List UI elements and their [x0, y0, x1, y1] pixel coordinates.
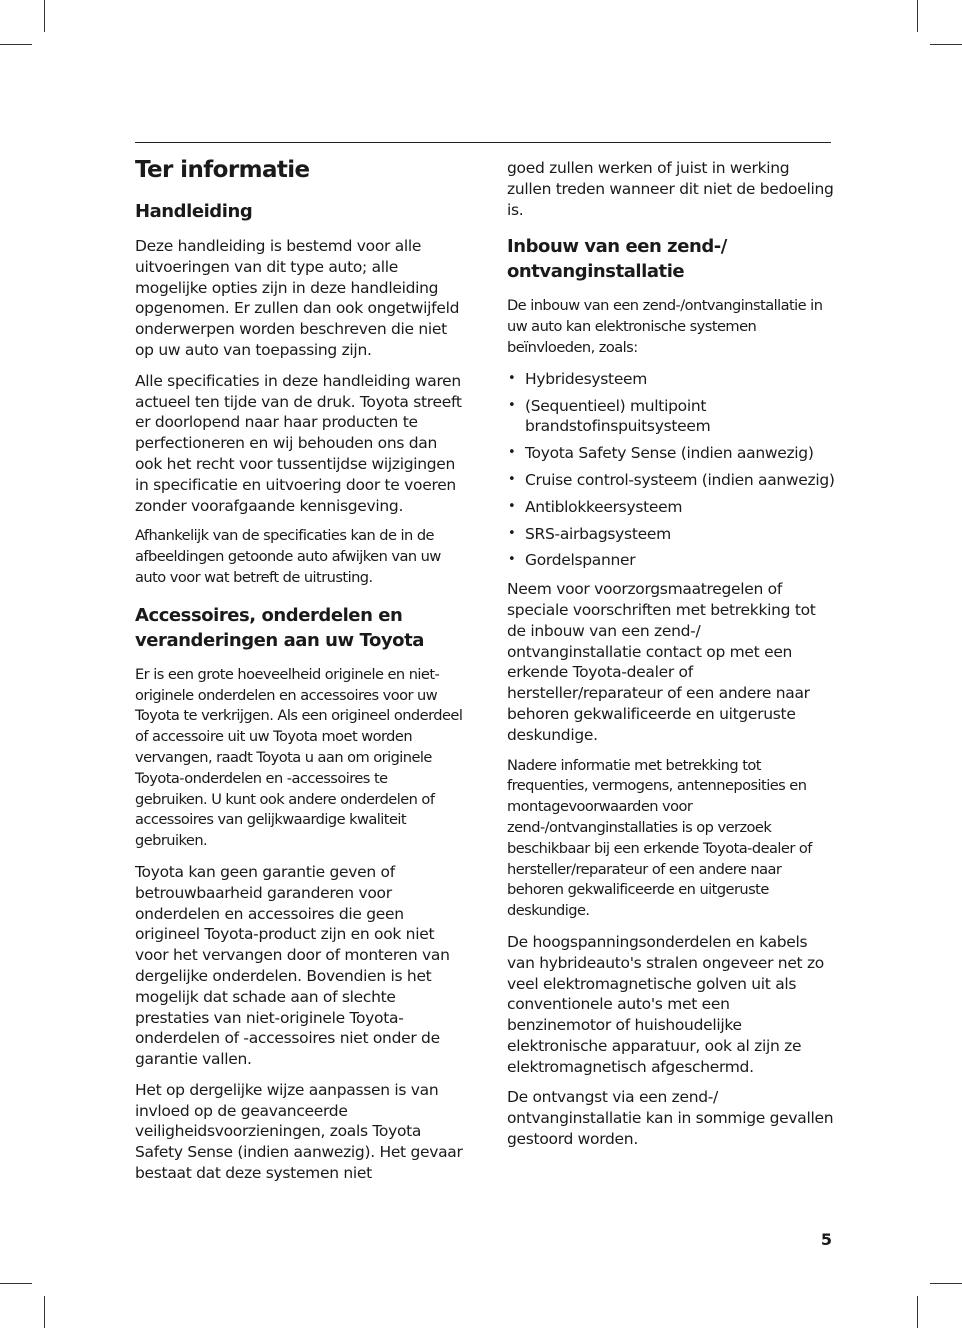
crop-mark-bottom-right-vertical — [917, 1296, 918, 1328]
paragraph-continued: goed zullen werken of juist in werking zullen treden wanneer dit niet de bedoeling is. — [507, 159, 834, 219]
list-item — [507, 369, 835, 390]
paragraph: De hoogspanningsonderdelen en kabels van hybrideauto's stralen ongeveer net zo veel elektromagnetische golven uit als conventionele auto's met een benzinemotor of huishoudelijke elektronische apparatuur, ook al zijn ze elektromagnetisch afgeschermd. — [507, 932, 824, 1076]
paragraph-intro: De inbouw van een zend-/ontvanginstallatie in uw auto kan elektronische systemen beïnvloeden, zoals: — [507, 297, 823, 356]
bullet: • — [508, 370, 516, 386]
bullet: • — [508, 445, 516, 461]
paragraph: Neem voor voorzorgsmaatregelen of speciale voorschriften met betrekking tot de inbouw van een zend-/ ontvanginstallatie contact op met een erkende Toyota-dealer of hersteller/reparateur of een andere naar behoren gekwalificeerde en uitgeruste deskundige. — [507, 580, 816, 744]
paragraph: Er is een grote hoeveelheid originele en niet-originele onderdelen en accessoires voor uw Toyota te verkrijgen. Als een origineel onderdeel of accessoire uit uw Toyota moet worden vervangen, raadt Toyota u aan om originele Toyota-onderdelen en -accessoires te gebruiken. U kunt ook andere onderdelen of accessoires van gelijkwaardige kwaliteit gebruiken. — [135, 665, 463, 850]
list-item — [507, 550, 835, 571]
list-item-text: Cruise control-systeem (indien aanwezig) — [525, 470, 835, 489]
paragraph: Afhankelijk van de specificaties kan de in de afbeeldingen getoonde auto afwijken van uw auto voor wat betreft de uitrusting. — [135, 527, 441, 586]
crop-mark-top-right-horizontal — [930, 44, 962, 45]
paragraph: Deze handleiding is bestemd voor alle uitvoeringen van dit type auto; alle mogelijke opties zijn in deze handleiding opgenomen. Er zullen dan ook ongetwijfeld onderwerpen worden beschreven die niet op uw auto van toepassing zijn. — [135, 237, 460, 359]
section-heading-accessoires: Accessoires, onderdelen en veranderingen aan uw Toyota — [135, 604, 424, 651]
crop-mark-bottom-left-vertical — [44, 1296, 45, 1328]
crop-mark-bottom-left-horizontal — [0, 1283, 32, 1284]
list-item-text: Antiblokkeersysteem — [525, 497, 683, 516]
list-item-text: (Sequentieel) multipoint brandstofinspuitsysteem — [525, 396, 711, 436]
list-item — [507, 396, 835, 438]
systems-list — [507, 369, 835, 571]
page-number: 5 — [820, 1230, 832, 1249]
paragraph: Het op dergelijke wijze aanpassen is van invloed op de geavanceerde veiligheidsvoorzieningen, zoals Toyota Safety Sense (indien aanwezig). Het gevaar bestaat dat deze systemen niet — [135, 1080, 463, 1183]
bullet: • — [508, 498, 516, 514]
crop-mark-top-left-horizontal — [0, 44, 32, 45]
crop-mark-top-right-vertical — [917, 0, 918, 32]
list-item-text: Hybridesysteem — [525, 369, 648, 388]
list-item — [507, 470, 835, 491]
bullet: • — [508, 552, 516, 568]
paragraph: Toyota kan geen garantie geven of betrouwbaarheid garanderen voor onderdelen en accessoires die geen origineel Toyota-product zijn en ook niet voor het vervangen door of monteren van dergelijke onderdelen. Bovendien is het mogelijk dat schade aan of slechte prestaties van niet-originele Toyota-onderdelen of -accessoires niet onder de garantie vallen. — [135, 862, 450, 1069]
list-item — [507, 497, 835, 518]
list-item-text: SRS-airbagsysteem — [525, 524, 671, 543]
paragraph: Nadere informatie met betrekking tot frequenties, vermogens, antenneposities en montagevoorwaarden voor zend-/ontvanginstallaties is op verzoek beschikbaar bij een erkende Toyota-dealer of hersteller/reparateur of een andere naar behoren gekwalificeerde en uitgeruste deskundige. — [507, 756, 812, 920]
left-column — [135, 156, 463, 1194]
crop-mark-top-left-vertical — [44, 0, 45, 32]
list-item-text: Toyota Safety Sense (indien aanwezig) — [525, 444, 814, 463]
section-heading-inbouw: Inbouw van een zend-/ ontvanginstallatie — [507, 236, 727, 283]
crop-mark-bottom-right-horizontal — [930, 1283, 962, 1284]
list-item — [507, 443, 835, 464]
bullet: • — [508, 525, 516, 541]
page-title: Ter informatie — [135, 157, 310, 183]
bullet: • — [508, 397, 516, 413]
list-item-text: Gordelspanner — [525, 551, 636, 570]
header-rule — [135, 142, 831, 143]
right-column — [507, 158, 835, 1160]
paragraph: Alle specificaties in deze handleiding waren actueel ten tijde van de druk. Toyota streeft er doorlopend naar haar producten te perfectioneren en wij behouden ons dan ook het recht voor tussentijdse wijzigingen in specificatie en uitvoering door te voeren zonder voorafgaande kennisgeving. — [135, 371, 462, 515]
bullet: • — [508, 471, 516, 487]
section-heading-handleiding: Handleiding — [135, 201, 253, 222]
list-item — [507, 524, 835, 545]
paragraph: De ontvangst via een zend-/ ontvanginstallatie kan in sommige gevallen gestoord worden. — [507, 1088, 834, 1149]
